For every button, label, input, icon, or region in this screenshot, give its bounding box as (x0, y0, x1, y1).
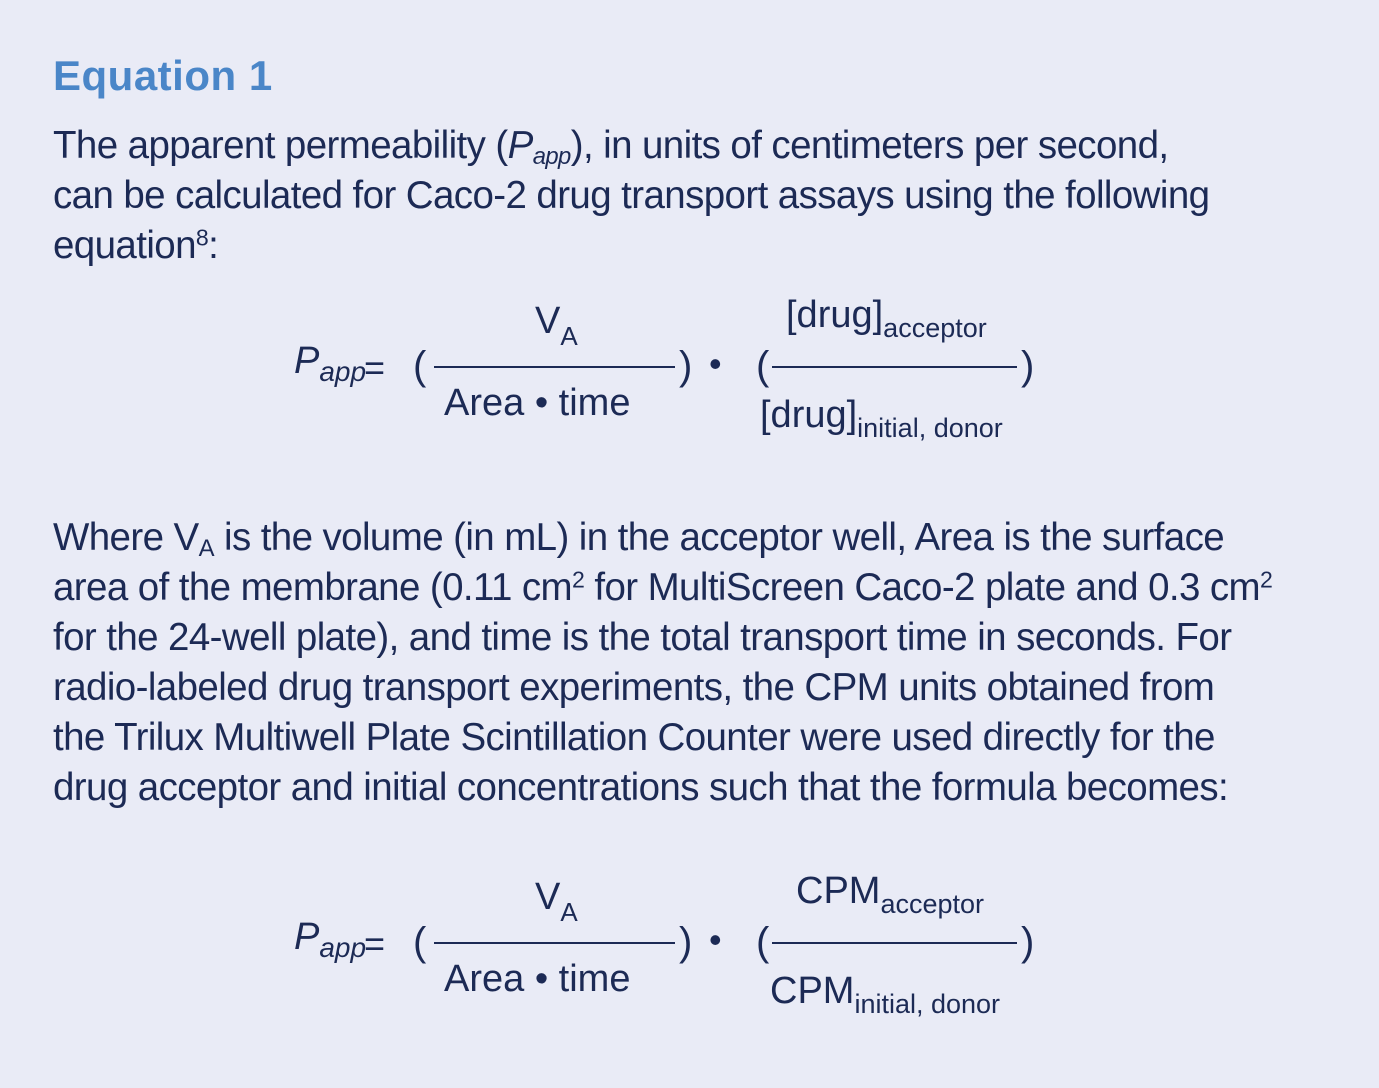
eq2-volume-symbol: V (535, 876, 561, 918)
eq1-donor-subscript: initial, donor (857, 413, 1003, 443)
equation-2 (0, 868, 1379, 1018)
eq2-lhs (294, 918, 366, 962)
eq1-close-paren-2: ) (1021, 344, 1035, 388)
volume-subscript: A (198, 534, 214, 562)
eq2-cpm-donor: CPM (770, 970, 855, 1012)
eq2-fraction-bar-1 (434, 942, 675, 944)
eq2-close-paren-2: ) (1021, 920, 1035, 964)
explanation-text: is the volume (in mL) in the acceptor well, Area is the surface (213, 516, 1225, 559)
eq1-open-paren-2: ( (756, 344, 770, 388)
intro-line-1 (53, 121, 1209, 171)
eq2-cpm-acceptor: CPM (796, 870, 881, 912)
intro-line-2: can be calculated for Caco-2 drug transport assays using the following (53, 174, 1210, 217)
eq1-frac1-denominator: Area • time (444, 382, 631, 424)
eq1-lhs-symbol: P (294, 340, 320, 382)
eq1-close-paren-1: ) (679, 344, 693, 388)
eq1-open-paren-1: ( (413, 344, 427, 388)
eq2-fraction-bar-2 (772, 942, 1017, 944)
explanation-line-1 (53, 513, 1272, 563)
intro-text: The apparent permeability ( (53, 124, 508, 167)
eq1-frac1-numerator (535, 302, 578, 349)
eq1-lhs-subscript: app (319, 356, 367, 387)
intro-paragraph (53, 121, 1209, 271)
eq2-open-paren-2: ( (756, 920, 770, 964)
eq1-drug-donor: [drug] (760, 394, 858, 436)
intro-text: : (208, 224, 219, 267)
eq2-equals: = (364, 923, 386, 964)
eq1-frac2-numerator (786, 296, 987, 342)
reference-superscript: 8 (195, 224, 209, 251)
eq2-acceptor-subscript: acceptor (880, 889, 985, 919)
squared-superscript: 2 (572, 566, 585, 593)
explanation-text: Where V (53, 516, 199, 559)
eq2-frac1-denominator: Area • time (444, 958, 631, 1000)
eq2-close-paren-1: ) (679, 920, 693, 964)
explanation-text: for MultiScreen Caco-2 plate and 0.3 cm (584, 566, 1261, 609)
p-subscript: app (532, 142, 571, 170)
heading: Equation 1 (53, 52, 273, 99)
intro-line-3 (53, 221, 1209, 271)
eq1-equals: = (364, 347, 386, 388)
eq2-lhs-subscript: app (319, 932, 367, 963)
eq2-open-paren-1: ( (413, 920, 427, 964)
explanation-line-6: drug acceptor and initial concentrations such that the formula becomes: (53, 766, 1229, 809)
equation-1 (0, 292, 1379, 442)
eq1-lhs (294, 342, 366, 386)
eq1-volume-symbol: V (535, 300, 561, 342)
eq1-multiply-dot: • (709, 343, 722, 384)
explanation-text: area of the membrane (0.11 cm (53, 566, 573, 609)
eq1-fraction-bar-1 (434, 366, 675, 368)
explanation-line-4: radio-labeled drug transport experiments, the CPM units obtained from (53, 666, 1215, 709)
squared-superscript: 2 (1260, 566, 1273, 593)
p-symbol: P (507, 124, 533, 167)
eq1-frac2-denominator (760, 396, 1003, 442)
eq1-volume-subscript: A (560, 321, 578, 351)
explanation-paragraph (53, 513, 1272, 813)
explanation-line-5: the Trilux Multiwell Plate Scintillation Counter were used directly for the (53, 716, 1215, 759)
eq2-lhs-symbol: P (294, 916, 320, 958)
eq2-donor-subscript: initial, donor (854, 989, 1001, 1019)
eq1-acceptor-subscript: acceptor (883, 313, 987, 343)
eq2-frac2-denominator (770, 972, 1000, 1018)
eq2-frac2-numerator (796, 872, 984, 918)
eq2-volume-subscript: A (560, 897, 578, 927)
explanation-line-3: for the 24-well plate), and time is the total transport time in seconds. For (53, 616, 1232, 659)
eq2-frac1-numerator (535, 878, 578, 925)
eq2-multiply-dot: • (709, 919, 722, 960)
intro-text: equation (53, 224, 196, 267)
explanation-line-2 (53, 563, 1272, 613)
intro-text: ), in units of centimeters per second, (570, 124, 1169, 167)
eq1-drug-acceptor: [drug] (786, 294, 884, 336)
eq1-fraction-bar-2 (772, 366, 1017, 368)
